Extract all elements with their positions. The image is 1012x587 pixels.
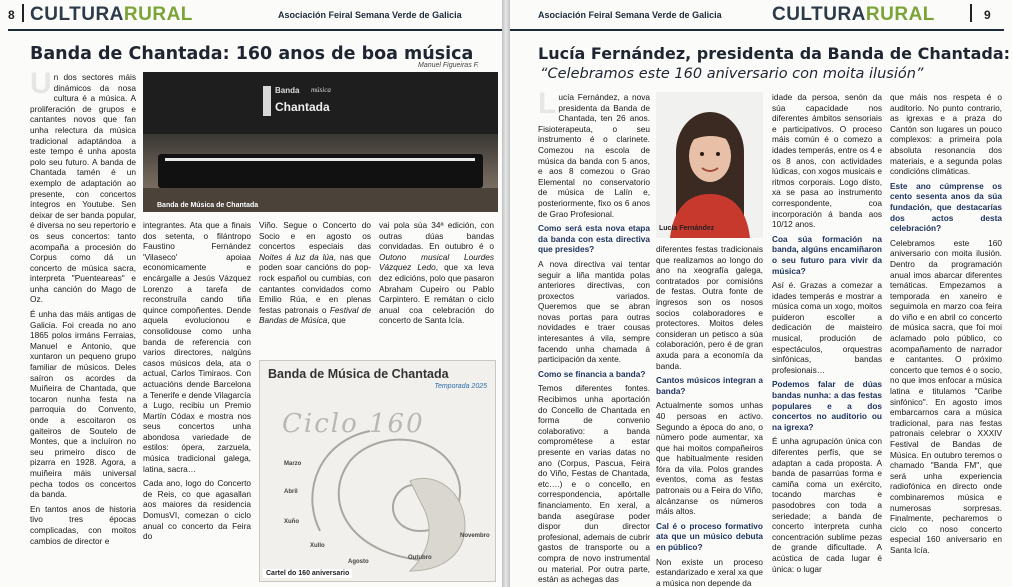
question: Coa súa formación na banda, algúns encamiñaron o seu futuro para vivir da música? xyxy=(772,233,882,276)
photo-logo-banda: Banda xyxy=(275,86,300,95)
poster-month: Agosto xyxy=(348,559,369,565)
photo-logo-musica: música xyxy=(311,86,331,94)
column-3: idade da persoa, senón da súa capacidade nos diferentes ámbitos sensoriais e participativos. O proceso máis común é o comezo a idades temperás, entre os 4 e os 8 anos, con actividades lúdicas, con xogos musicais e ritmos corporais. Logo disto, xa se pasa ao instrumento correspondente, coa incorporación á banda aos 10/12 anos. Coa súa formación na banda, algúns encamiñaron o seu futuro para vivir da música? Así é. Grazas a comezar a idades temperás e mostrar a música coma un xogo, moitos puideron escoller a dedicación de maisteiro musical, produción de espectáculos, orquestras sinfónicas, bandas profesionais… Podemos falar de dúas bandas nunha: a das festas populares e a dos concertos no auditorio ou na igrexa? É unha agrupación única con diferentes perfís, que se adaptan a cada proposta. A banda de pasarrúas forma e camiña coma un exército, tocando marchas e pasodobres con toda a seriedade; a banda de concerto interpreta cunha concentración sublime pezas de grande dificultade. A acústica de cada lugar é única: o lugar xyxy=(772,92,882,574)
header-rule xyxy=(510,29,1004,31)
portrait-illustration xyxy=(656,92,763,238)
poster-month: Xullo xyxy=(310,543,325,549)
drop-cap: L xyxy=(538,92,557,120)
portrait-caption: Lucía Fernández xyxy=(659,225,715,232)
right-header xyxy=(510,0,1012,28)
portrait-photo xyxy=(656,92,763,238)
question: Como se financia a banda? xyxy=(538,368,646,379)
poster-cycle-title: Ciclo 160 xyxy=(282,409,425,439)
photo-caption: Banda de Música de Chantada xyxy=(157,202,259,209)
header-rule xyxy=(8,29,502,31)
photo-logo-chantada: Chantada xyxy=(275,100,330,114)
author-byline: Manuel Figueiras F. xyxy=(418,62,479,69)
poster-month: Xuño xyxy=(284,519,299,525)
poster-season: Temporada 2025 xyxy=(434,383,487,390)
header-divider xyxy=(22,4,24,22)
drop-cap: U xyxy=(30,72,52,100)
brand-logo: CULTURARURAL xyxy=(772,4,935,25)
question: Este ano cúmprense os cento sesenta anos da súa fundación, que destacarías dos actos desta celebración? xyxy=(890,180,1002,234)
spine-gutter xyxy=(502,0,510,587)
poster-month: Outubro xyxy=(408,555,432,561)
poster-caption: Cartel do 160 aniversario xyxy=(263,569,352,578)
poster-month: Abril xyxy=(284,489,298,495)
page-number: 9 xyxy=(984,8,991,22)
poster-month: Novembro xyxy=(460,533,490,539)
association-name: Asociación Feiral Semana Verde de Galicia xyxy=(278,10,462,20)
page-number: 8 xyxy=(8,8,15,22)
logo-bar xyxy=(263,86,271,116)
poster-title: Banda de Música de Chantada xyxy=(268,367,449,381)
association-name: Asociación Feiral Semana Verde de Galicia xyxy=(538,10,722,20)
column-2: integrantes. Ata que a finais dos setenta, o filántropo Faustino Fernández 'Vilaseco' apoiaa economicamente e encárgalle a Jesús Vázquez Lorenzo a tarefa de reconstruíla cando tiña quince compoñentes. Dende aquela evolucionou e consolidouse como unha banda de referencia con varios directores, nalgúns casos músicos dela, ata o actual, Carlos Timiraos. Con actuacións dende Barcelona a Tenerife e dende Vilagarcía a Lugo, recibiu un Premio Martín Códax e mostra nos seus concertos unha abondosa variedade de estilos: ópera, zarzuela, música tradicional galega, latina, sacra… Cada ano, logo do Concerto de Reis, co que agasallan aos maiores da residencia DomusVI, comezan o ciclo anual co concerto da Feira do xyxy=(143,220,251,542)
anniversary-poster xyxy=(259,360,496,582)
brand-logo: CULTURARURAL xyxy=(30,4,193,25)
band-photo xyxy=(143,72,498,212)
question: Podemos falar de dúas bandas nunha: a das festas populares e a dos concertos no auditorio ou na igrexa? xyxy=(772,379,882,432)
left-header xyxy=(0,0,502,28)
interview-subtitle: “Celebramos este 160 aniversario con moita ilusión” xyxy=(540,66,924,82)
header-divider xyxy=(970,4,972,22)
column-1: Un dos sectores máis dinámicos da nosa cultura é a música. A proliferación de grupos e cantantes novos que fan unha relectura da música tradicional adaptándoa a este tempo é unha aposta polo seu futuro. A banda de Chantada tamén é un exemplo de adaptación ao presente, con concertos íntegros en Youtube. Sen deixar de ser banda popular, é diversa no seu repertorio e os seus concertos: tanto acompaña a procesión do Corpus como dá un concerto de música sacra, interpreta "Puenteareas" e unha canción do Mago de Oz. É unha das máis antigas de Galicia. Foi creada no ano 1865 polos irmáns Ferraias, Manuel e Antonio, que xuntaron un pequeno grupo familiar de músicos. Deles saíron os acordes da Muiñeira de Chantada, que tocaron nunha festa na parroquia do Convento, onde a escoitaron os gaiteiros de Soutelo de Montes, que a incluíron no seu primeiro disco de pizarra en 1928. Agora, a muiñeira máis universal pecha todos os concertos da banda. En tantos anos de historia tivo tres épocas complicadas, con moitos cambios de director e xyxy=(30,72,136,546)
article-title: Banda de Chantada: 160 anos de boa música xyxy=(30,44,474,64)
column-2: diferentes festas tradicionais que realizamos ao longo do ano na xeografía galega, contratados por comisións de festas. Outra fonte de ingresos son os nosos socios colaboradores e protectores. Moitos deles consideran un petisco a súa colaboración, pero é de gran axuda para a economía da banda. Cantos músicos integran a banda? Actualmente somos unhas 40 persoas en activo. Segundo a época do ano, o número pode aumentar, xa que hai moitos compañeiros que habitualmente residen fóra da vila. Polos grandes eventos, coma as festas patronais ou a Feira do Viño, alcánzanse os números máis altos. Cal é o proceso formativo ata que un músico debuta en público? Non existe un proceso estandarizado e xeral xa que a música non depende da xyxy=(656,244,763,587)
question: Como será esta nova etapa da banda con esta directiva que presides? xyxy=(538,223,650,255)
question: Cantos músicos integran a banda? xyxy=(656,375,763,396)
column-4: vai pola súa 34ª edición, con outras dúas bandas convidadas. En outubro é o Outono musical Lourdes Vázquez Ledo, que xa leva dez edicións, polo que pasaron Abraham Cupeiro ou Pablo Carpintero. E remátan o ciclo anual coa celebración do concerto de Santa Icía. xyxy=(379,220,494,326)
column-1: Lucía Fernández, a nova presidenta da Banda de Chantada, ten 26 anos. Fisioterapeuta, o seu instrumento é o clarinete. Comezou na escola de música da banda con 5 anos, e aos 8 comezou o Grao Elemental no conservatorio de música de Lalín e, posteriormente, fixo os 6 anos de Grao Profesional. Como será esta nova etapa da banda con esta directiva que presides? A nova directiva vai tentar seguir a liña mantida polas anteriores directivas, con proxectos variados. Queremos que se abran novas portas para outras novidades e traer cousas interesantes á vila, sempre facendo unha chamada á participación da xente. Como se financia a banda? Temos diferentes fontes. Recibimos unha aportación do Concello de Chantada en forma de convenio colaborativo: a banda comprométese a estar presente en varias datas no ano (Corpus, Pascua, Feira do Viño, Festas de Chantada, etc….) e o concello, en correspondencia, apórtalle financiamento. En xeral, a banda asegúrase poder dispor dun director profesional, ademais de cubrir gastos de transporte ou a compra de novo instrumental ou material. Por outra parte, están as achegas das xyxy=(538,92,650,585)
nautilus-shell-illustration xyxy=(260,361,495,581)
interview-title: Lucía Fernández, presidenta da Banda de Chantada: xyxy=(538,44,1011,63)
column-3: Viño. Segue o Concerto do Socio e en agosto os concertos especiais das Noites á luz da lúa, nas que poden soar cancións do pop-rock español ou cumbias, con cantantes convidados como Emilio Rúa, e en plenas festas patronais o Festival de Bandas de Música, que xyxy=(259,220,371,326)
poster-month: Marzo xyxy=(284,461,302,467)
column-4: que máis nos respeta é o auditorio. No punto contrario, as igrexas e a praza do Cantón son lugares un pouco complexos: a primeira pola absoluta resonancia dos materiais, e a segunda polas condicións climáticas. Este ano cúmprense os cento sesenta anos da súa fundación, que destacarías dos actos desta celebración? Celebramos este 160 aniversario con moita ilusión. Dentro da programación anual imos abarcar diferentes temáticas. Empezamos a temporada en xaneiro e seguimola en marzo coa feira do viño e en abril co concerto de música sacra, que foi moi aclamado polo público, co acompañamento de narrador e cantantes. O próximo concerto que temos é o socio, no que imos enfocar a música latina e titulamos "Caribe sinfónico". En agosto imos embarcarnos cara a música tradicional, para nas festas patronais celebrar o XXXIV Festival de Bandas de Música. En outubro teremos o chamado "Banda FM", que será unha experiencia radiofónica en directo onde combinaremos música e numerosas sorpresas. Finalmente, pecharemos o ciclo co noso concerto especial 160 aniversario en Santa Icía. xyxy=(890,92,1002,555)
left-page xyxy=(0,0,502,587)
question: Cal é o proceso formativo ata que un músico debuta en público? xyxy=(656,520,763,553)
right-page xyxy=(510,0,1012,587)
